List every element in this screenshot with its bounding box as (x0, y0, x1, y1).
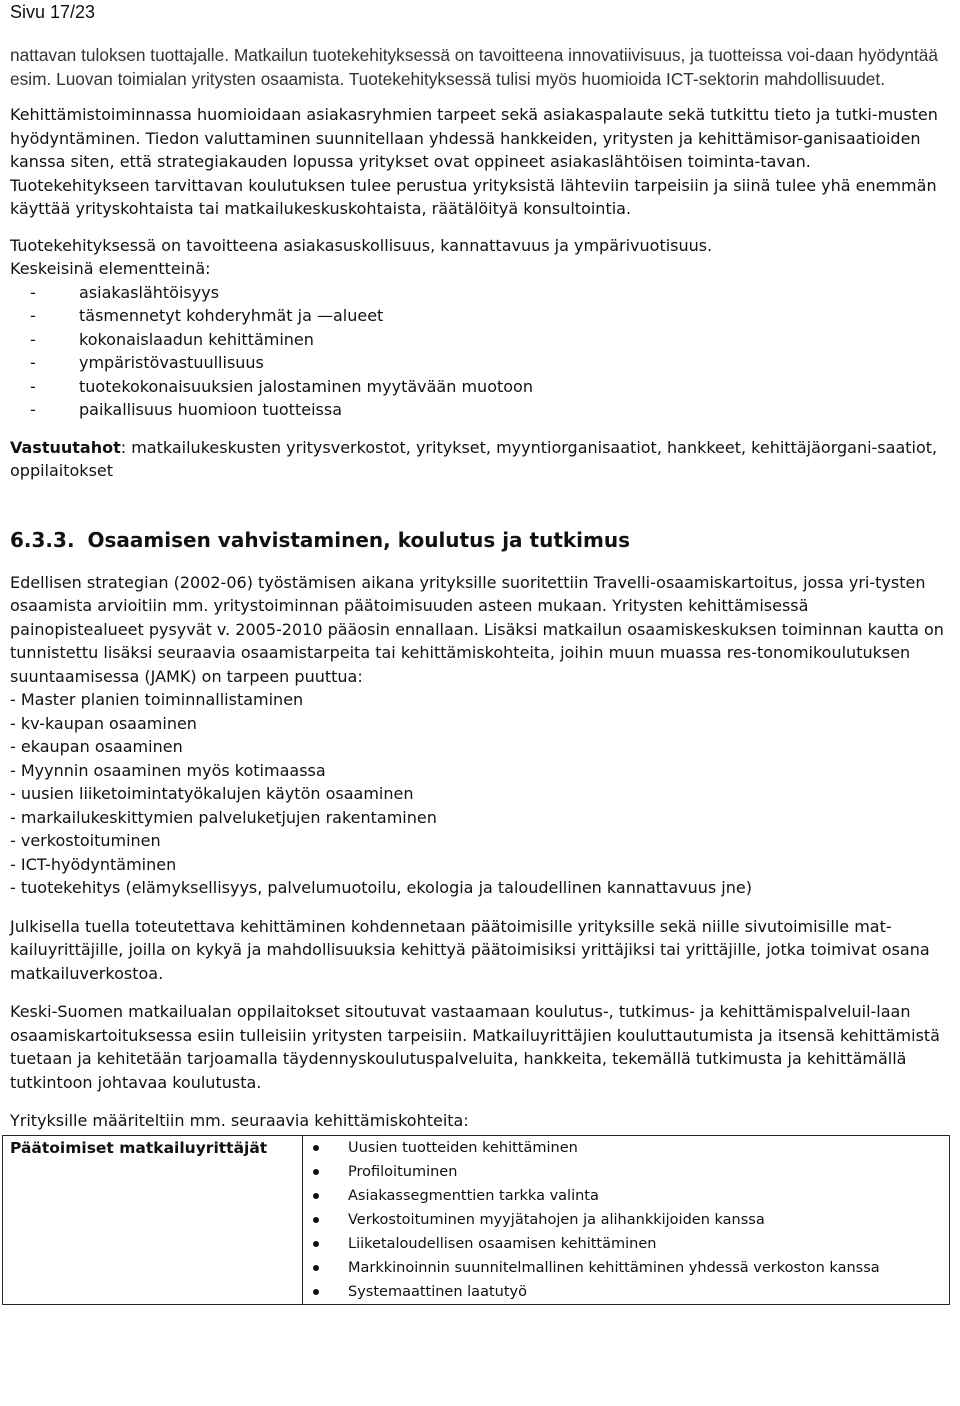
list-item: - uusien liiketoimintatyökalujen käytön osaaminen (10, 782, 945, 806)
list-item: - markailukeskittymien palveluketjujen rakentaminen (10, 806, 945, 830)
responsible-label: Vastuutahot (10, 437, 121, 457)
responsible-parties (10, 436, 945, 483)
table-header-cell: Päätoimiset matkailuyrittäjät (3, 1135, 303, 1304)
list-item: Liiketaloudellisen osaamisen kehittäminen (303, 1232, 949, 1256)
table-items-cell (303, 1135, 950, 1304)
paragraph-development: Kehittämistoiminnassa huomioidaan asiakasryhmien tarpeet sekä asiakaspalaute sekä tutkittu tieto ja tutki-musten hyödyntäminen. Tiedon valuttaminen suunnitellaan yhdessä hankkeiden, yritysten ja kehittämisor-ganisaatioiden kanssa siten, että strategiakauden lopussa yritykset ovat oppineet asiakaslähtöisen toiminta-tavan. Tuotekehitykseen tarvittavan koulutuksen tulee perustua yrityksistä lähteviin tarpeisiin ja siinä tulee yhä enemmän käyttää yrityskohtaista tai matkailukeskuskohtaista, räätälöityä konsultointia. (10, 105, 938, 218)
development-targets-table (2, 1135, 950, 1305)
targets-list (303, 1136, 949, 1304)
paragraph-institutions: Keski-Suomen matkailualan oppilaitokset sitoutuvat vastaamaan koulutus-, tutkimus- ja kehittämispalveluil-laan osaamiskartoituksessa esiin tulleisiin yritysten tarpeisiin. Matkailuyrittäjien kouluttautumista ja itsensä kehittämistä tuetaan ja kehitetään tarjoamalla täydennyskoulutuspalveluita, hankkeita, tekemällä tutkimusta ja kehittämällä tutkintoon johtavaa koulutusta. (10, 1002, 940, 1092)
section-heading (10, 527, 945, 553)
list-item: - kv-kaupan osaaminen (10, 712, 945, 736)
elements-section (10, 234, 945, 422)
section-title: Osaamisen vahvistaminen, koulutus ja tutkimus (87, 527, 631, 552)
page-number: Sivu 17/23 (10, 2, 96, 22)
list-item: - verkostoituminen (10, 829, 945, 853)
list-item: - ekaupan osaaminen (10, 735, 945, 759)
list-item: Uusien tuotteiden kehittäminen (303, 1136, 949, 1160)
list-item: Markkinoinnin suunnitelmallinen kehittäminen yhdessä verkoston kanssa (303, 1256, 949, 1280)
paragraph-previous-strategy: Edellisen strategian (2002-06) työstämisen aikana yrityksille suoritettiin Travelli-osaamiskartoitus, jossa yri-tysten osaamista arvioitiin mm. yritystoiminnan päätoimisuuden asteen mukaan. Yritysten kehittämisessä painopistealueet pysyvät v. 2005-2010 pääosin ennallaan. Lisäksi matkailun osaamiskeskuksen toiminnan kautta on tunnistettu lisäksi seuraavia osaamistarpeita tai kehittämiskohteita, joihin muun muassa res-tonomikoulutuksen suuntaamisessa (JAMK) on tarpeen puuttua: (10, 572, 944, 686)
list-item: Asiakassegmenttien tarkka valinta (303, 1184, 949, 1208)
list-item: - Myynnin osaaminen myös kotimaassa (10, 759, 945, 783)
list-item: - asiakaslähtöisyys (10, 281, 945, 305)
list-item: Verkostoituminen myyjätahojen ja alihankkijoiden kanssa (303, 1208, 949, 1232)
list-item: - kokonaislaadun kehittäminen (10, 328, 945, 352)
list-item: - täsmennetyt kohderyhmät ja —alueet (10, 304, 945, 328)
list-item: - ICT-hyödyntäminen (10, 853, 945, 877)
list-item: Systemaattinen laatutyö (303, 1280, 949, 1304)
list-item: - Master planien toiminnallistaminen (10, 688, 945, 712)
responsible-text: : matkailukeskusten yritysverkostot, yritykset, myyntiorganisaatiot, hankkeet, kehittäjäorgani-saatiot, oppilaitokset (10, 437, 938, 480)
paragraph-intro: nattavan tuloksen tuottajalle. Matkailun tuotekehityksessä on tavoitteena innovatiivisuus, ja tuotteissa voi-daan hyödyntää esim. Luovan toimialan yritysten osaamista. Tuotekehityksessä tulisi myös huomioida ICT-sektorin mahdollisuudet. (10, 45, 938, 89)
elements-list (10, 281, 945, 422)
list-item: Profiloituminen (303, 1160, 949, 1184)
elements-label: Keskeisinä elementteinä: (10, 259, 211, 278)
section-number: 6.3.3. (10, 527, 75, 552)
list-item: - tuotekehitys (elämyksellisyys, palvelumuotoilu, ekologia ja taloudellinen kannattavuus jne) (10, 876, 945, 900)
paragraph-goals: Tuotekehityksessä on tavoitteena asiakasuskollisuus, kannattavuus ja ympärivuotisuus. (10, 235, 713, 255)
paragraph-targets-intro: Yrityksille määriteltiin mm. seuraavia kehittämiskohteita: (10, 1111, 469, 1130)
list-item: - paikallisuus huomioon tuotteissa (10, 398, 945, 422)
needs-list (10, 688, 945, 900)
table-row (3, 1135, 950, 1304)
document-page (10, 0, 945, 1305)
list-item: - ympäristövastuullisuus (10, 351, 945, 375)
paragraph-public-support: Julkisella tuella toteutettava kehittäminen kohdennetaan päätoimisille yrityksille sekä niille sivutoimisille mat-kailuyrittäjille, joilla on kykyä ja mahdollisuuksia kehittyä päätoimisiksi yrittäjiksi tai yrittäjille, jotka toimivat osana matkailuverkostoa. (10, 916, 930, 983)
list-item: - tuotekokonaisuuksien jalostaminen myytävään muotoon (10, 375, 945, 399)
